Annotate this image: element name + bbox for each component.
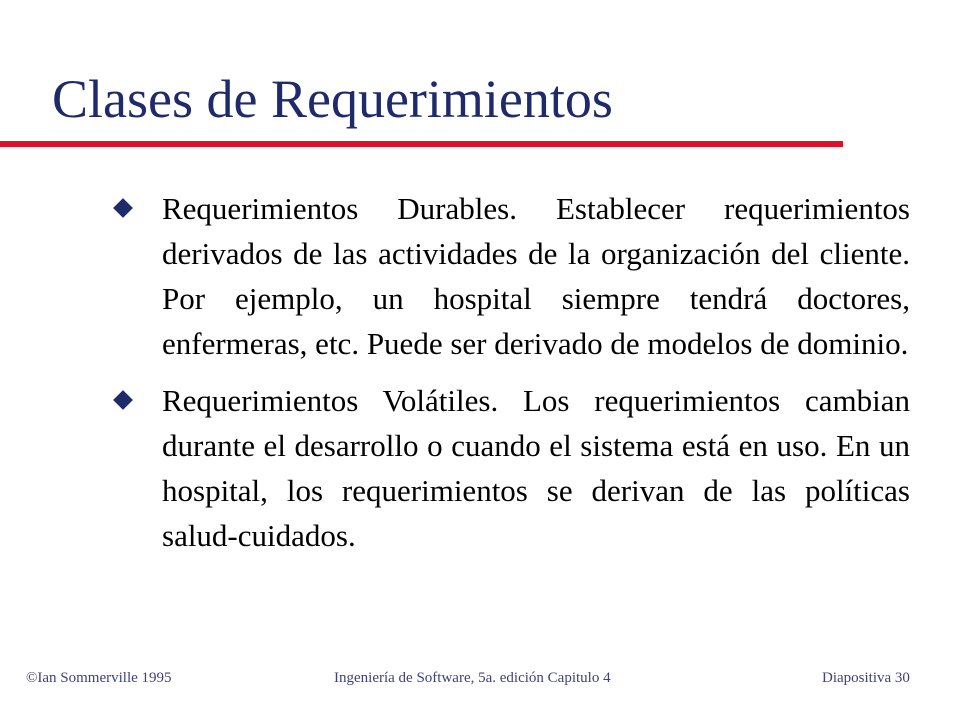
bullet-item-durables	[116, 186, 916, 366]
footer-slide-number: Diapositiva 30	[822, 670, 910, 686]
diamond-bullet-icon	[113, 390, 133, 410]
bullet-list	[116, 186, 916, 570]
bullet-text: Requerimientos Durables. Establecer requerimientos derivados de las actividades de la organización del cliente. Por ejemplo, un hospital siempre tendrá doctores, enfermeras, etc. Puede ser derivado de modelos de dominio.	[162, 191, 910, 361]
diamond-bullet-icon	[113, 198, 133, 218]
bullet-text: Requerimientos Volátiles. Los requerimientos cambian durante el desarrollo o cuando el sistema está en uso. En un hospital, los requerimientos se derivan de las políticas salud-cuidados.	[162, 383, 910, 553]
footer-course: Ingeniería de Software, 5a. edición Capitulo 4	[334, 670, 611, 686]
title-underline	[0, 141, 843, 147]
footer-copyright: ©Ian Sommerville 1995	[26, 670, 172, 686]
bullet-item-volatiles	[116, 378, 916, 558]
slide-title: Clases de Requerimientos	[52, 69, 613, 129]
